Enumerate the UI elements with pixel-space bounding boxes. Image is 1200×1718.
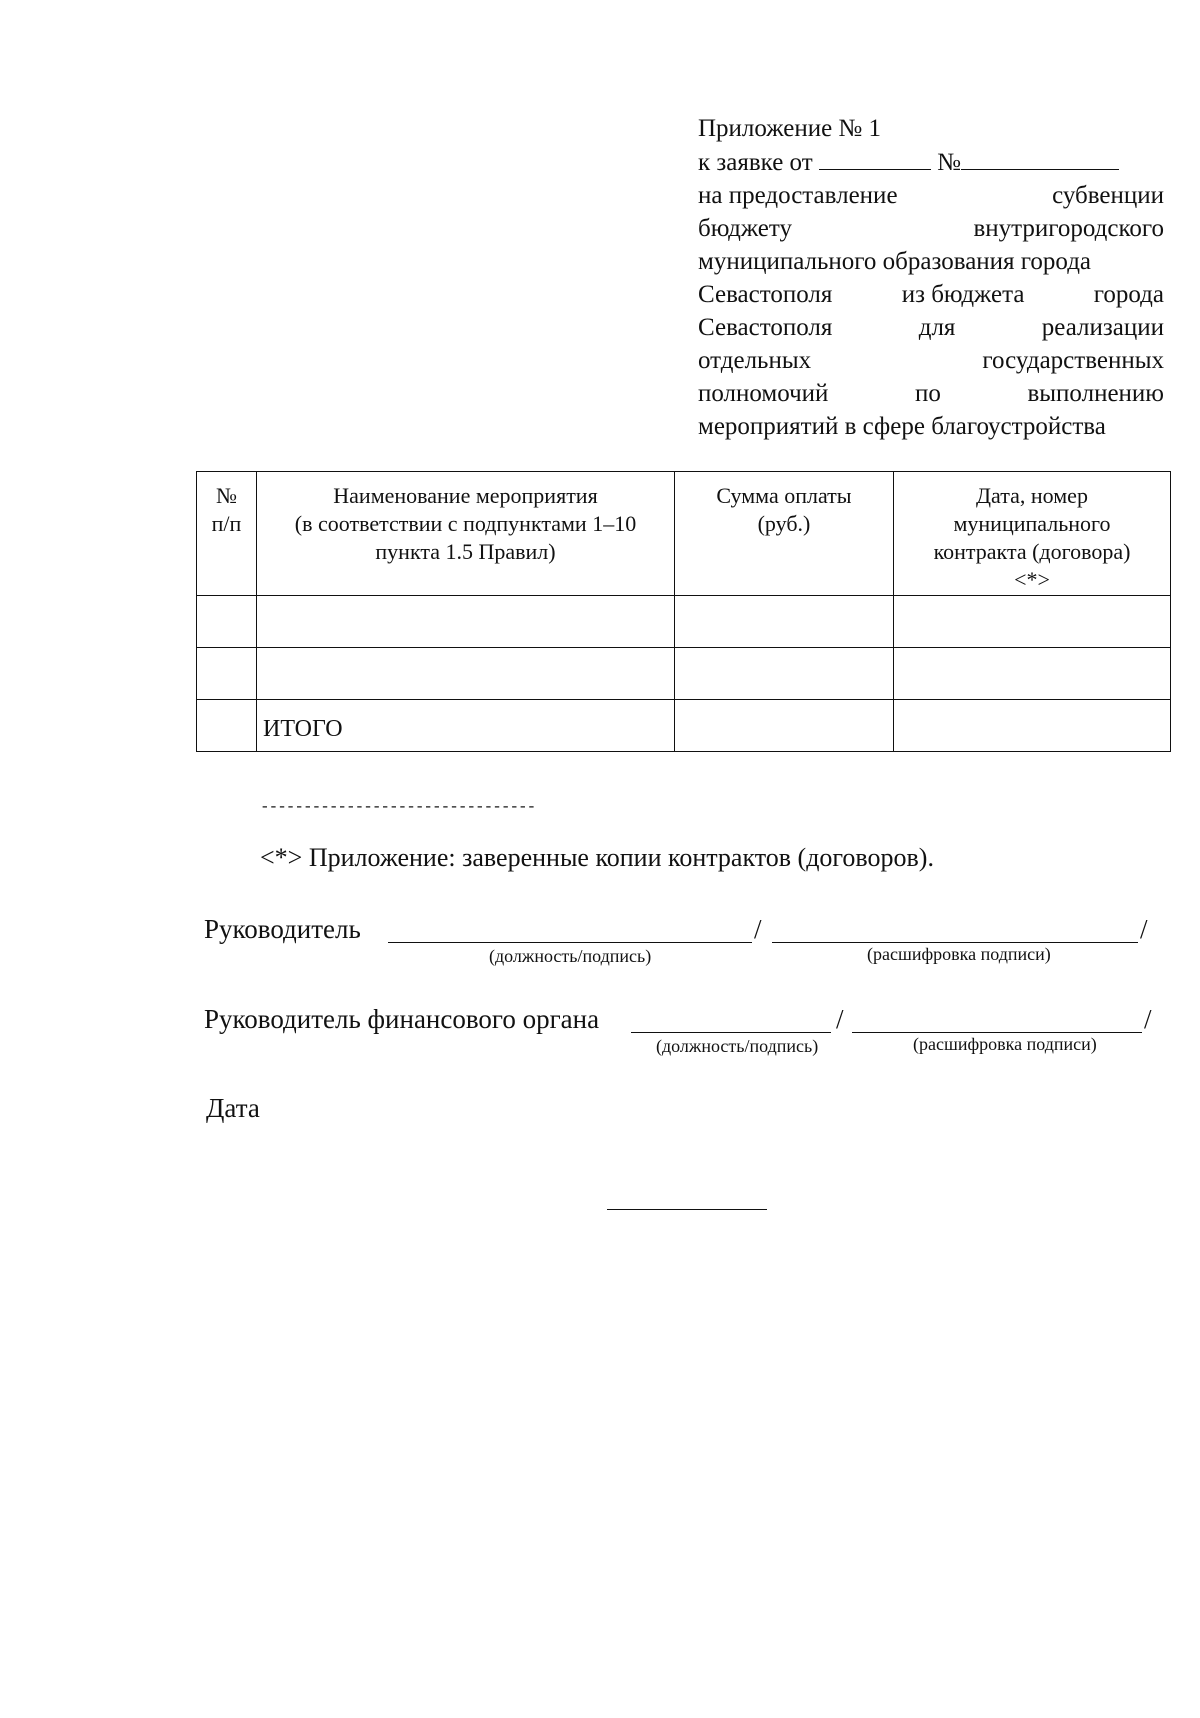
date-label: Дата — [206, 1093, 260, 1123]
activities-table — [196, 471, 1171, 752]
table-row — [197, 596, 1171, 648]
appendix-line-4: Севастополя из бюджета города — [698, 281, 1164, 308]
cell-number[interactable] — [197, 596, 257, 648]
appendix-line-8: мероприятий в сфере благоустройства — [698, 413, 1106, 440]
cell-number[interactable] — [197, 700, 257, 752]
cell-amount[interactable] — [675, 648, 894, 700]
finance-decoding-caption: (расшифровка подписи) — [913, 1034, 1097, 1054]
cell-activity[interactable] — [257, 648, 675, 700]
request-prefix: к заявке от — [698, 149, 813, 176]
col-header-number: № п/п — [197, 472, 257, 596]
document-end-rule — [607, 1209, 767, 1210]
cell-number[interactable] — [197, 648, 257, 700]
cell-activity[interactable] — [257, 596, 675, 648]
finance-slash-1: / — [836, 1004, 844, 1034]
request-number-blank[interactable] — [961, 145, 1119, 170]
finance-position-caption: (должность/подпись) — [656, 1036, 819, 1056]
appendix-line-1: на предоставление субвенции — [698, 182, 1164, 209]
appendix-line-3: муниципального образования города — [698, 248, 1092, 275]
request-number-sign: № — [937, 149, 961, 176]
head-decoding-caption: (расшифровка подписи) — [867, 944, 1051, 964]
footnote-separator: -------------------------------- — [260, 798, 536, 816]
appendix-line-5: Севастополя для реализации — [698, 314, 1164, 341]
cell-total-contract[interactable] — [894, 700, 1171, 752]
cell-contract[interactable] — [894, 648, 1171, 700]
appendix-line-6: отдельных государственных — [698, 347, 1164, 374]
appendix-title: Приложение № 1 — [698, 115, 882, 142]
head-decoding-line[interactable] — [772, 942, 1138, 943]
appendix-header — [698, 112, 1164, 443]
head-signature-label: Руководитель — [204, 914, 361, 944]
appendix-line-2: бюджету внутригородского — [698, 215, 1164, 242]
footnote-text: <*> Приложение: заверенные копии контрактов (договоров). — [260, 843, 934, 872]
total-label: ИТОГО — [257, 700, 675, 752]
col-header-contract: Дата, номер муниципального контракта (договора) <*> — [894, 472, 1171, 596]
cell-amount[interactable] — [675, 596, 894, 648]
finance-slash-2: / — [1144, 1004, 1152, 1034]
appendix-request-line — [698, 145, 1164, 179]
request-date-blank[interactable] — [819, 145, 931, 170]
head-slash-1: / — [754, 914, 762, 944]
table-header-row — [197, 472, 1171, 596]
table-row — [197, 648, 1171, 700]
appendix-line-7: полномочий по выполнению — [698, 380, 1164, 407]
cell-contract[interactable] — [894, 596, 1171, 648]
col-header-activity: Наименование мероприятия (в соответствии с подпунктами 1–10 пункта 1.5 Правил) — [257, 472, 675, 596]
cell-total-amount[interactable] — [675, 700, 894, 752]
finance-signature-label: Руководитель финансового органа — [204, 1004, 600, 1034]
finance-position-line[interactable] — [631, 1032, 831, 1033]
table-total-row — [197, 700, 1171, 752]
head-position-line[interactable] — [388, 942, 752, 943]
col-header-amount: Сумма оплаты (руб.) — [675, 472, 894, 596]
head-slash-2: / — [1140, 914, 1148, 944]
finance-decoding-line[interactable] — [852, 1032, 1142, 1033]
head-position-caption: (должность/подпись) — [489, 946, 652, 966]
